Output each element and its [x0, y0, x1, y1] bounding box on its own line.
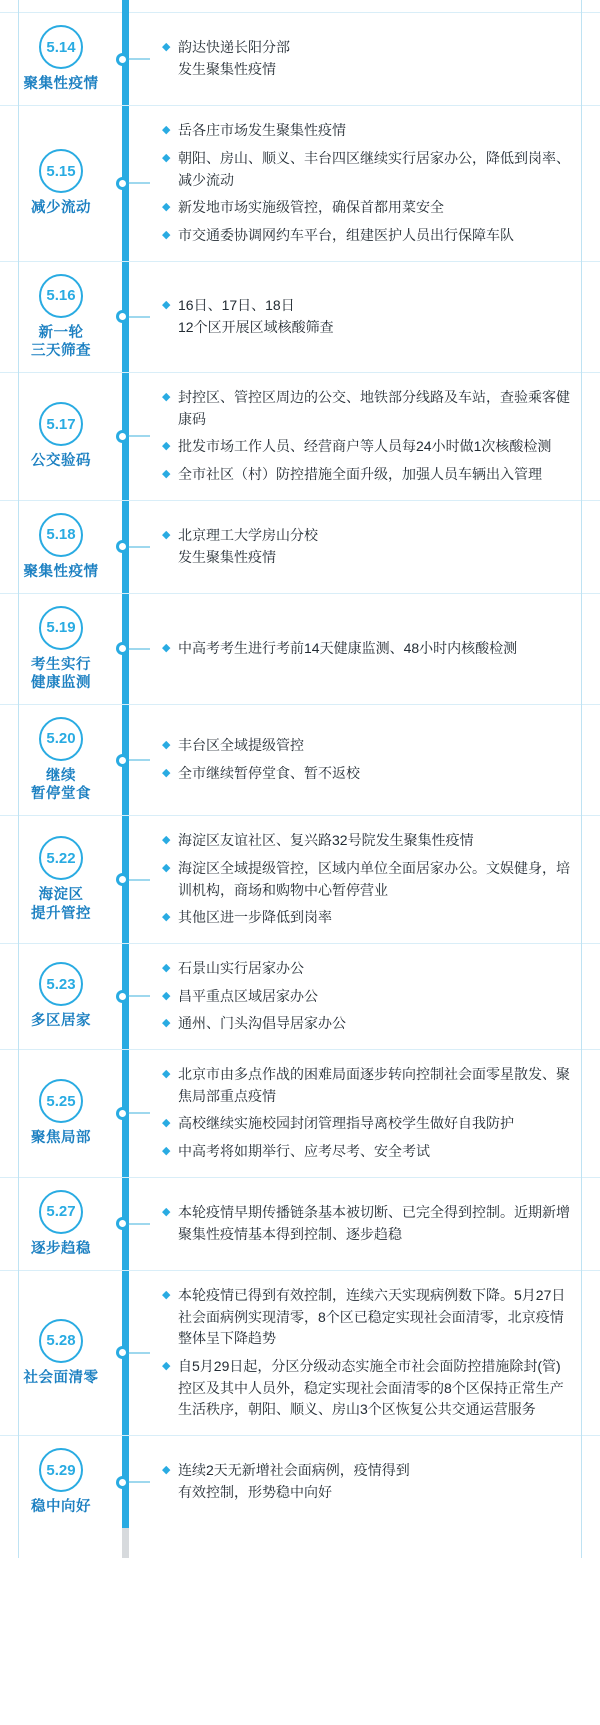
timeline-row-content — [162, 373, 600, 500]
timeline-row-content — [162, 501, 600, 593]
timeline-item — [162, 986, 572, 1008]
diamond-bullet-icon: ◆ — [162, 641, 171, 654]
timeline-item — [162, 830, 572, 852]
timeline-item — [162, 1285, 572, 1350]
timeline-row-label: 海淀区 提升管控 — [31, 887, 91, 922]
timeline-row-label: 多区居家 — [31, 1013, 91, 1030]
timeline-item-text: 岳各庄市场发生聚集性疫情 — [178, 122, 346, 139]
timeline-item-list — [162, 1064, 572, 1163]
diamond-bullet-icon: ◆ — [162, 201, 171, 214]
timeline-item-text: 石景山实行居家办公 — [178, 959, 304, 976]
timeline-node-dot — [116, 1346, 129, 1359]
date-badge: 5.28 — [39, 1319, 83, 1363]
timeline-node-line — [128, 1481, 150, 1483]
diamond-bullet-icon: ◆ — [162, 911, 171, 924]
timeline-row-label: 聚焦局部 — [31, 1130, 91, 1147]
timeline-node-dot — [116, 310, 129, 323]
diamond-bullet-icon: ◆ — [162, 124, 171, 137]
diamond-bullet-icon: ◆ — [162, 1359, 171, 1372]
timeline-connector — [122, 705, 162, 815]
timeline-item-text: 市交通委协调网约车平台，组建医护人员出行保障车队 — [178, 226, 514, 243]
timeline-item-list — [162, 958, 572, 1035]
timeline-item-text: 北京理工大学房山分校 发生聚集性疫情 — [178, 526, 318, 565]
timeline-node-dot — [116, 540, 129, 553]
timeline-connector — [122, 106, 162, 260]
timeline-item — [162, 958, 572, 980]
timeline-node-dot — [116, 177, 129, 190]
timeline-row-content — [162, 594, 600, 704]
timeline-row — [0, 106, 600, 261]
timeline-item-list — [162, 830, 572, 929]
timeline-item-list — [162, 525, 572, 568]
timeline-item-text: 16日、17日、18日 12个区开展区域核酸筛查 — [178, 297, 334, 335]
timeline-row-content — [162, 106, 600, 260]
timeline-row-label: 减少流动 — [31, 200, 91, 217]
timeline-node-line — [128, 1352, 150, 1354]
timeline-row — [0, 944, 600, 1050]
timeline-node-dot — [116, 642, 129, 655]
timeline-node-dot — [116, 754, 129, 767]
timeline-connector — [122, 373, 162, 500]
timeline-node-dot — [116, 1107, 129, 1120]
frame-border-left — [18, 0, 19, 1558]
timeline-row-content — [162, 262, 600, 372]
timeline-node-dot — [116, 873, 129, 886]
diamond-bullet-icon: ◆ — [162, 861, 171, 874]
timeline-item — [162, 1064, 572, 1107]
timeline-item-list — [162, 735, 572, 784]
timeline-row-label: 社会面清零 — [23, 1369, 99, 1386]
timeline-item — [162, 387, 572, 430]
diamond-bullet-icon: ◆ — [162, 467, 171, 480]
timeline-item — [162, 295, 572, 338]
diamond-bullet-icon: ◆ — [162, 299, 171, 311]
diamond-bullet-icon: ◆ — [162, 1068, 171, 1080]
timeline-item — [162, 907, 572, 929]
diamond-bullet-icon: ◆ — [162, 767, 171, 780]
date-badge: 5.15 — [39, 149, 83, 193]
timeline-row — [0, 705, 600, 816]
timeline-node-dot — [116, 990, 129, 1003]
timeline-rows — [0, 13, 600, 1528]
timeline-row-content — [162, 13, 600, 105]
timeline-row — [0, 373, 600, 501]
timeline-item — [162, 225, 572, 247]
timeline-item-list — [162, 1202, 572, 1245]
diamond-bullet-icon: ◆ — [162, 41, 171, 54]
timeline-item-list — [162, 295, 572, 338]
timeline-row-content — [162, 1178, 600, 1270]
diamond-bullet-icon: ◆ — [162, 228, 171, 241]
timeline-item-text: 丰台区全域提级管控 — [178, 737, 304, 754]
diamond-bullet-icon: ◆ — [162, 1288, 171, 1301]
timeline-connector — [122, 1271, 162, 1435]
diamond-bullet-icon: ◆ — [162, 834, 171, 847]
diamond-bullet-icon: ◆ — [162, 440, 171, 453]
timeline-item-text: 全市社区（村）防控措施全面升级，加强人员车辆出入管理 — [178, 465, 542, 482]
timeline-item — [162, 148, 572, 191]
frame-border-right — [581, 0, 582, 1558]
timeline-node-dot — [116, 53, 129, 66]
timeline-item — [162, 464, 572, 486]
timeline-row-label: 逐步趋稳 — [31, 1240, 91, 1257]
date-badge: 5.19 — [39, 606, 83, 650]
diamond-bullet-icon: ◆ — [162, 1117, 171, 1130]
timeline-item — [162, 1013, 572, 1035]
timeline-item — [162, 858, 572, 901]
timeline-item-text: 本轮疫情早期传播链条基本被切断、已完全得到控制。近期新增聚集性疫情基本得到控制、逐步趋稳 — [178, 1204, 570, 1242]
timeline-connector — [122, 13, 162, 105]
timeline-node-line — [128, 435, 150, 437]
timeline-row — [0, 1178, 600, 1271]
timeline-row-label: 继续 暂停堂食 — [31, 767, 91, 803]
timeline-item — [162, 37, 572, 80]
timeline-item-text: 全市继续暂停堂食、暂不返校 — [178, 765, 360, 782]
timeline-row — [0, 1050, 600, 1178]
diamond-bullet-icon: ◆ — [162, 528, 171, 541]
diamond-bullet-icon: ◆ — [162, 1464, 171, 1477]
date-badge: 5.17 — [39, 402, 83, 446]
diamond-bullet-icon: ◆ — [162, 961, 171, 974]
timeline-bottom-pad — [0, 1528, 600, 1558]
timeline-item — [162, 1113, 572, 1135]
timeline-item-text: 本轮疫情已得到有效控制，连续六天实现病例数下降。5月27日社会面病例实现清零，8个区已稳定实现社会面清零，北京疫情整体呈下降趋势 — [178, 1286, 566, 1347]
timeline-top-stub — [0, 0, 600, 13]
timeline-connector — [122, 1050, 162, 1177]
date-badge: 5.27 — [39, 1190, 83, 1234]
timeline-connector — [122, 1178, 162, 1270]
timeline-item-text: 海淀区友谊社区、复兴路32号院发生聚集性疫情 — [178, 832, 474, 849]
timeline-node-line — [128, 1112, 150, 1114]
timeline-item — [162, 1141, 572, 1163]
date-badge: 5.23 — [39, 962, 83, 1006]
timeline-item — [162, 763, 572, 785]
timeline-item-text: 北京市由多点作战的困难局面逐步转向控制社会面零星散发、聚焦局部重点疫情 — [178, 1066, 570, 1104]
date-badge: 5.18 — [39, 513, 83, 557]
timeline-row-label: 新一轮 三天筛查 — [31, 324, 91, 359]
timeline-item — [162, 436, 572, 458]
timeline-row — [0, 501, 600, 594]
timeline-item-text: 中高考考生进行考前14天健康监测、48小时内核酸检测 — [178, 639, 518, 656]
timeline-row-content — [162, 705, 600, 815]
timeline-item-text: 海淀区全域提级管控，区域内单位全面居家办公。文娱健身，培训机构，商场和购物中心暂停营业 — [178, 859, 570, 898]
timeline-item-text: 昌平重点区域居家办公 — [178, 987, 318, 1004]
timeline-item — [162, 735, 572, 757]
timeline-item — [162, 1202, 572, 1245]
date-badge: 5.29 — [39, 1448, 83, 1492]
timeline-item-list — [162, 120, 572, 246]
diamond-bullet-icon: ◆ — [162, 989, 171, 1002]
timeline-node-dot — [116, 1476, 129, 1489]
timeline-item — [162, 638, 572, 660]
timeline-item — [162, 1460, 572, 1503]
timeline-connector — [122, 501, 162, 593]
timeline-row-label: 聚集性疫情 — [23, 76, 99, 92]
timeline-node-line — [128, 879, 150, 881]
timeline-item-text: 通州、门头沟倡导居家办公 — [178, 1015, 346, 1032]
timeline-row-label: 稳中向好 — [31, 1499, 91, 1515]
timeline-row — [0, 13, 600, 106]
timeline-row — [0, 1271, 600, 1436]
timeline-row — [0, 594, 600, 705]
timeline-node-dot — [116, 430, 129, 443]
timeline-item-text: 其他区进一步降低到岗率 — [178, 909, 332, 926]
timeline-row — [0, 1436, 600, 1528]
timeline-item-list — [162, 387, 572, 486]
timeline-item-text: 中高考将如期举行、应考尽考、安全考试 — [178, 1143, 430, 1160]
timeline-node-line — [128, 995, 150, 997]
timeline-connector — [122, 262, 162, 372]
timeline-item-text: 自5月29日起，分区分级动态实施全市社会面防控措施除封(管)控区及其中人员外，稳定实现社会面清零的8个区保持正常生产生活秩序，朝阳、顺义、房山3个区恢复公共交通运营服务 — [178, 1357, 564, 1418]
timeline-item-list — [162, 638, 572, 660]
timeline-node-line — [128, 316, 150, 318]
diamond-bullet-icon: ◆ — [162, 1206, 171, 1219]
timeline-item — [162, 1356, 572, 1421]
timeline-item — [162, 525, 572, 568]
timeline-connector — [122, 594, 162, 704]
timeline-row — [0, 816, 600, 944]
diamond-bullet-icon: ◆ — [162, 1145, 171, 1158]
timeline-item-text: 批发市场工作人员、经营商户等人员每24小时做1次核酸检测 — [178, 438, 552, 455]
timeline-row — [0, 262, 600, 373]
timeline-spine-tail — [122, 1528, 129, 1558]
timeline-row-label: 考生实行 健康监测 — [31, 656, 91, 691]
timeline-row-content — [162, 1436, 600, 1528]
timeline-item-text: 连续2天无新增社会面病例，疫情得到 有效控制，形势稳中向好 — [178, 1462, 410, 1501]
date-badge: 5.14 — [39, 25, 83, 69]
timeline-node-line — [128, 1223, 150, 1225]
date-badge: 5.16 — [39, 274, 83, 318]
timeline-item-list — [162, 1460, 572, 1503]
timeline-item — [162, 120, 572, 142]
date-badge: 5.22 — [39, 836, 83, 880]
diamond-bullet-icon: ◆ — [162, 390, 171, 403]
timeline-row-label: 聚集性疫情 — [23, 563, 99, 580]
timeline-node-line — [128, 182, 150, 184]
timeline-row-content — [162, 1050, 600, 1177]
timeline-item-list — [162, 1285, 572, 1421]
timeline-node-line — [128, 759, 150, 761]
timeline-node-dot — [116, 1217, 129, 1230]
timeline-item-text: 朝阳、房山、顺义、丰台四区继续实行居家办公，降低到岗率、减少流动 — [178, 149, 570, 188]
timeline-item-text: 韵达快递长阳分部 发生聚集性疫情 — [178, 39, 290, 78]
timeline-item-list — [162, 37, 572, 80]
timeline-row-label: 公交验码 — [31, 453, 91, 470]
timeline-connector — [122, 1436, 162, 1528]
date-badge: 5.20 — [39, 717, 83, 761]
timeline-node-line — [128, 546, 150, 548]
timeline-connector — [122, 944, 162, 1049]
diamond-bullet-icon: ◆ — [162, 151, 171, 164]
timeline-row-content — [162, 944, 600, 1049]
diamond-bullet-icon: ◆ — [162, 1017, 171, 1030]
timeline-row-content — [162, 1271, 600, 1435]
timeline-row-content — [162, 816, 600, 943]
timeline-item-text: 高校继续实施校园封闭管理指导离校学生做好自我防护 — [178, 1115, 514, 1132]
timeline-node-line — [128, 648, 150, 650]
date-badge: 5.25 — [39, 1079, 83, 1123]
timeline-item — [162, 197, 572, 219]
timeline-item-text: 新发地市场实施级管控，确保首都用菜安全 — [178, 199, 444, 216]
timeline-node-line — [128, 58, 150, 60]
diamond-bullet-icon: ◆ — [162, 739, 171, 752]
timeline-item-text: 封控区、管控区周边的公交、地铁部分线路及车站，查验乘客健康码 — [178, 388, 570, 427]
timeline-connector — [122, 816, 162, 943]
